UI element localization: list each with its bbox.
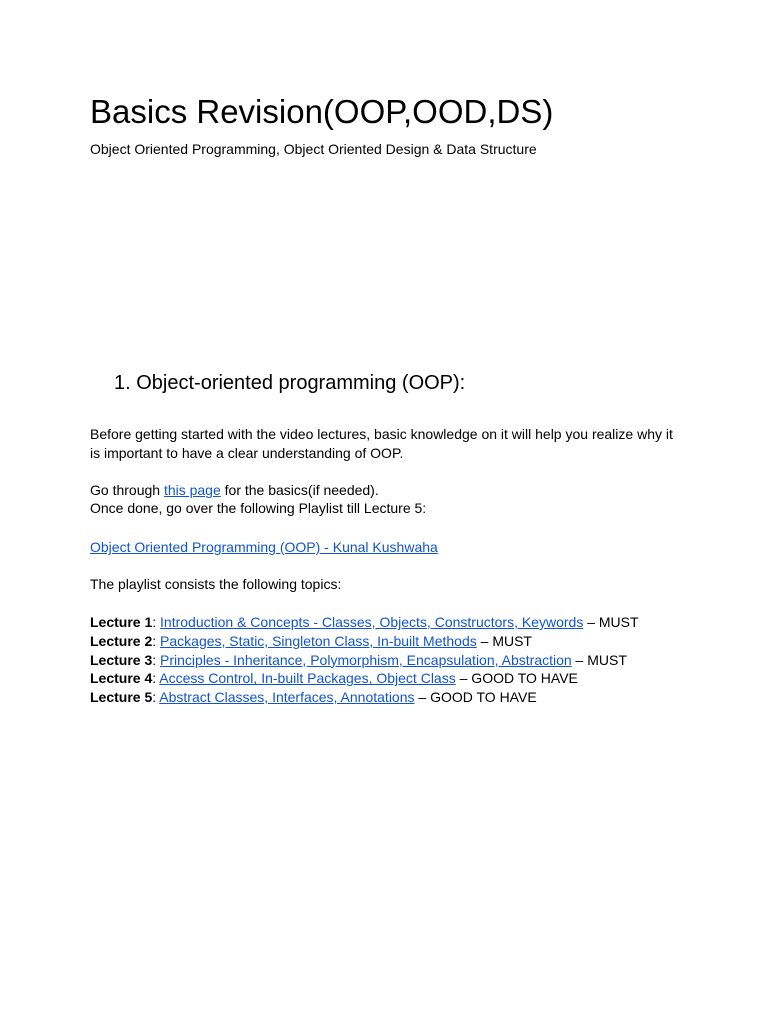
lecture-label: Lecture 4 bbox=[90, 670, 153, 687]
lecture-label: Lecture 2 bbox=[90, 632, 153, 649]
go-through-prefix: Go through bbox=[90, 482, 164, 498]
lecture-item bbox=[90, 651, 639, 670]
lecture-5-link[interactable]: Abstract Classes, Interfaces, Annotations bbox=[159, 689, 415, 706]
lecture-2-link[interactable]: Packages, Static, Singleton Class, In-built Methods bbox=[160, 632, 477, 649]
playlist-link-line bbox=[90, 538, 438, 557]
go-through-line bbox=[90, 481, 379, 500]
lecture-priority: – GOOD TO HAVE bbox=[414, 689, 537, 706]
lecture-3-link[interactable]: Principles - Inheritance, Polymorphism, Encapsulation, Abstraction bbox=[160, 651, 572, 668]
document-subtitle: Object Oriented Programming, Object Oriented Design & Data Structure bbox=[90, 141, 537, 157]
lecture-separator: : bbox=[152, 651, 161, 668]
lecture-item bbox=[90, 688, 639, 707]
lecture-list bbox=[90, 613, 639, 707]
lecture-separator: : bbox=[152, 670, 160, 687]
lecture-item bbox=[90, 613, 639, 632]
lecture-separator: : bbox=[152, 689, 160, 706]
document-title: Basics Revision(OOP,OOD,DS) bbox=[90, 93, 554, 130]
lecture-1-link[interactable]: Introduction & Concepts - Classes, Objects, Constructors, Keywords bbox=[160, 614, 584, 630]
lecture-priority: – MUST bbox=[571, 651, 627, 668]
lecture-item bbox=[90, 669, 639, 688]
once-done-line: Once done, go over the following Playlist till Lecture 5: bbox=[90, 500, 427, 516]
go-through-suffix: for the basics(if needed). bbox=[220, 482, 379, 498]
lecture-separator: : bbox=[152, 632, 161, 649]
lecture-priority: – MUST bbox=[476, 632, 532, 649]
topics-intro: The playlist consists the following topics: bbox=[90, 576, 342, 592]
lecture-separator: : bbox=[152, 614, 161, 630]
lecture-label: Lecture 3 bbox=[90, 651, 153, 668]
lecture-priority: – MUST bbox=[583, 614, 639, 630]
lecture-label: Lecture 5 bbox=[90, 689, 153, 706]
lecture-label: Lecture 1 bbox=[90, 614, 153, 630]
this-page-link[interactable]: this page bbox=[163, 482, 221, 498]
intro-paragraph: Before getting started with the video lectures, basic knowledge on it will help you realize why it is important to have a clear understanding of OOP. bbox=[90, 426, 673, 461]
lecture-item bbox=[90, 632, 639, 651]
playlist-link[interactable]: Object Oriented Programming (OOP) - Kunal Kushwaha bbox=[90, 539, 438, 555]
lecture-4-link[interactable]: Access Control, In-built Packages, Object Class bbox=[159, 670, 456, 687]
lecture-priority: – GOOD TO HAVE bbox=[455, 670, 578, 687]
section-heading-oop: 1. Object-oriented programming (OOP): bbox=[114, 372, 466, 394]
